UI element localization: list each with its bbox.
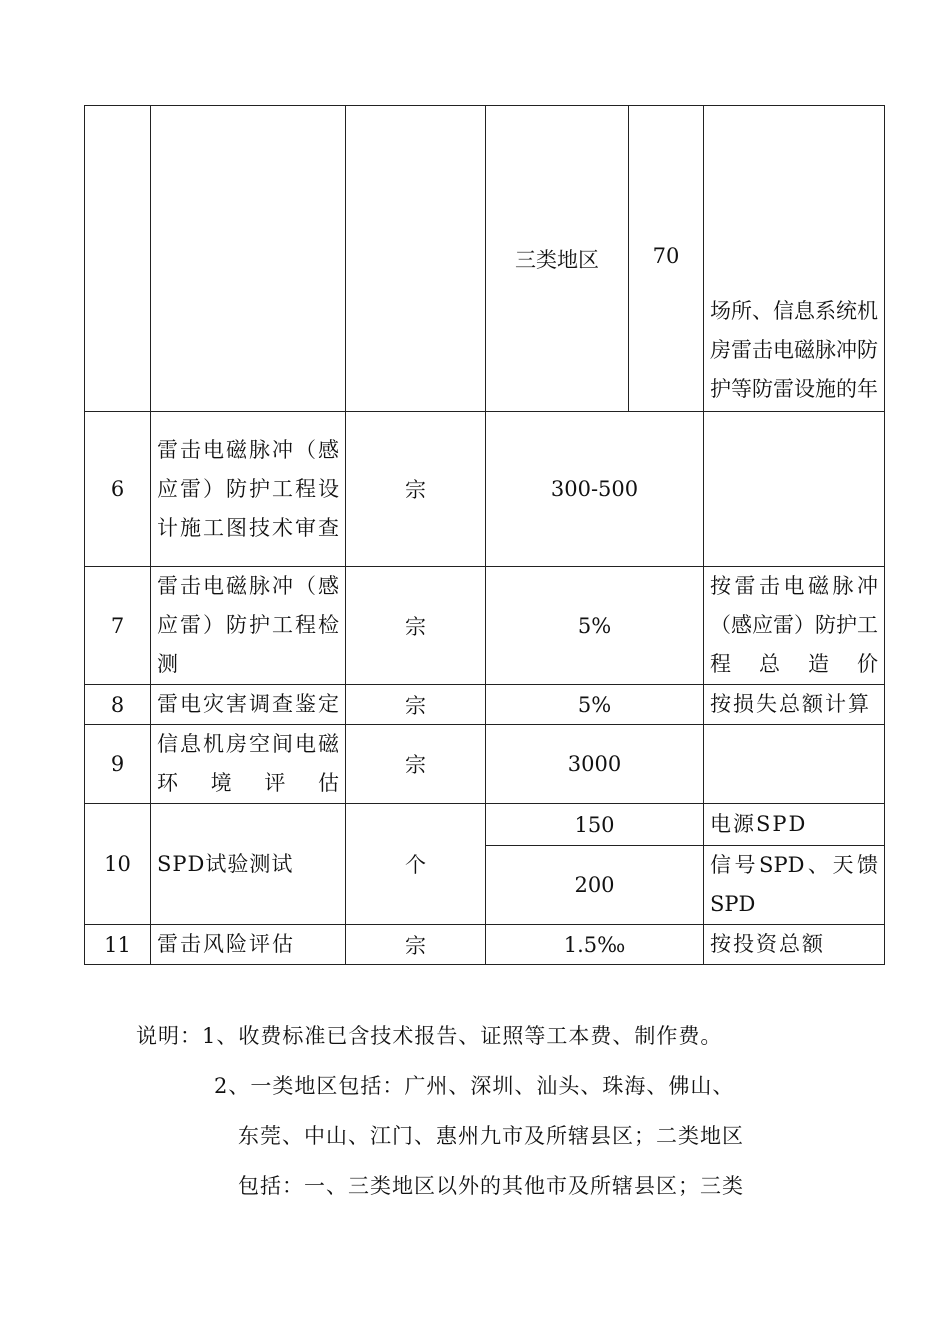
cell-unit: 宗 — [346, 925, 486, 965]
fee-text: 70 — [652, 244, 680, 268]
cell-fee-b: 200 — [486, 846, 704, 925]
cell-fee: 3000 — [486, 725, 704, 804]
cell-item: SPD试验测试 — [151, 804, 346, 925]
table-row — [85, 567, 885, 685]
cell-fee: 300-500 — [486, 412, 704, 567]
region-text: 三类地区 — [515, 248, 599, 272]
cell-unit: 个 — [346, 804, 486, 925]
table-row — [85, 412, 885, 567]
cell-remark — [704, 412, 885, 567]
note-line-2: 2、一类地区包括：广州、深圳、汕头、珠海、佛山、 — [214, 1074, 735, 1098]
note-line-3: 东莞、中山、江门、惠州九市及所辖县区；二类地区 — [238, 1124, 744, 1148]
cell-item: 雷电灾害调查鉴定 — [151, 685, 346, 725]
cell-remark: 按投资总额 — [704, 925, 885, 965]
cell-unit: 宗 — [346, 725, 486, 804]
cell-no: 11 — [85, 925, 151, 965]
cell-item-empty — [151, 106, 346, 412]
cell-remark: 按雷击电磁脉冲（感应雷）防护工程总造价 — [704, 567, 885, 685]
cell-no-empty — [85, 106, 151, 412]
table-row — [85, 925, 885, 965]
cell-fee: 5% — [486, 685, 704, 725]
table-row — [85, 685, 885, 725]
cell-no: 9 — [85, 725, 151, 804]
note-line-4: 包括：一、三类地区以外的其他市及所辖县区；三类 — [238, 1174, 744, 1198]
cell-fee: 5% — [486, 567, 704, 685]
cell-no: 10 — [85, 804, 151, 925]
fee-table — [84, 105, 885, 965]
table-row — [85, 804, 885, 846]
note-line-1: 说明：1、收费标准已含技术报告、证照等工本费、制作费。 — [136, 1024, 723, 1048]
cell-remark: 按损失总额计算 — [704, 685, 885, 725]
cell-fee: 1.5‰ — [486, 925, 704, 965]
cell-remark-a: 电源SPD — [704, 804, 885, 846]
cell-unit: 宗 — [346, 567, 486, 685]
cell-region — [486, 106, 629, 412]
cell-no: 6 — [85, 412, 151, 567]
cell-fee — [629, 106, 704, 412]
cell-unit: 宗 — [346, 412, 486, 567]
cell-unit-empty — [346, 106, 486, 412]
cell-remark-b: 信号SPD、天馈SPD — [704, 846, 885, 925]
table-row — [85, 725, 885, 804]
cell-item: 信息机房空间电磁环境评估 — [151, 725, 346, 804]
cell-remark — [704, 106, 885, 412]
table-row — [85, 106, 885, 412]
cell-fee-a: 150 — [486, 804, 704, 846]
cell-item: 雷击电磁脉冲（感应雷）防护工程检测 — [151, 567, 346, 685]
cell-item: 雷击风险评估 — [151, 925, 346, 965]
remark-text: 场所、信息系统机房雷击电磁脉冲防护等防雷设施的年 — [710, 299, 878, 401]
cell-no: 7 — [85, 567, 151, 685]
cell-item: 雷击电磁脉冲（感应雷）防护工程设计施工图技术审查 — [151, 412, 346, 567]
cell-no: 8 — [85, 685, 151, 725]
cell-unit: 宗 — [346, 685, 486, 725]
cell-remark — [704, 725, 885, 804]
